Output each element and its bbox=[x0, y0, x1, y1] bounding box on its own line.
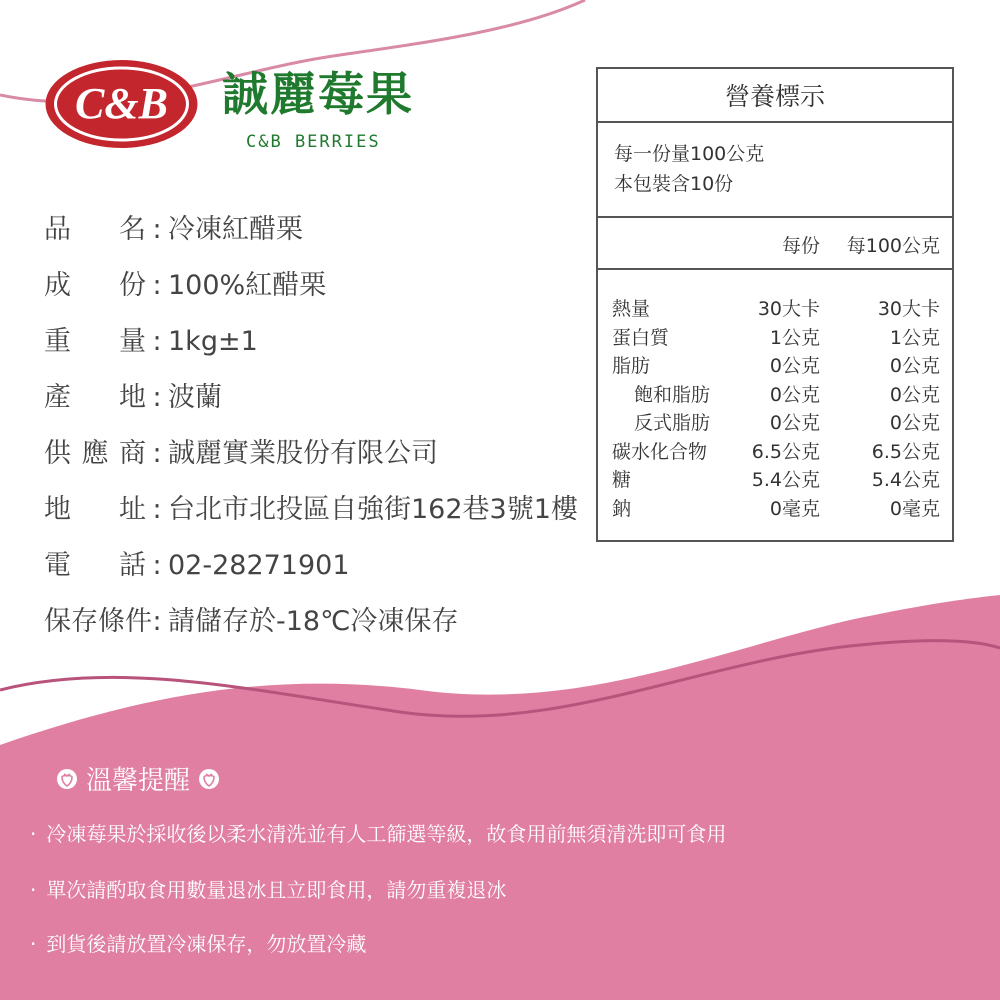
info-separator: : bbox=[152, 326, 162, 357]
nutrient-per-100g: 0公克 bbox=[889, 412, 940, 434]
nutrition-row bbox=[598, 323, 952, 352]
divider bbox=[598, 268, 952, 270]
info-value: 1kg±1 bbox=[168, 326, 258, 357]
nutrient-per-100g: 0公克 bbox=[889, 355, 940, 377]
column-per-100g: 每100公克 bbox=[846, 235, 940, 257]
nutrition-row bbox=[598, 408, 952, 437]
nutrient-per-serving: 30大卡 bbox=[757, 298, 820, 320]
nutrition-table bbox=[596, 67, 954, 542]
info-separator: : bbox=[152, 606, 162, 637]
nutrient-name: 蛋白質 bbox=[612, 326, 670, 349]
info-label-char: 名 bbox=[119, 214, 146, 245]
info-label-char: 份 bbox=[119, 270, 146, 301]
info-label-char: 址 bbox=[119, 494, 146, 525]
tip-text: 到貨後請放置冷凍保存，勿放置冷藏 bbox=[46, 932, 367, 956]
nutrition-row bbox=[598, 294, 952, 323]
nutrient-name: 糖 bbox=[612, 469, 632, 491]
nutrient-name: 熱量 bbox=[612, 298, 651, 320]
nutrition-title: 營養標示 bbox=[598, 69, 952, 123]
nutrition-row bbox=[598, 465, 952, 494]
divider bbox=[598, 216, 952, 218]
nutrient-name: 飽和脂肪 bbox=[634, 383, 711, 406]
nutrition-rows bbox=[598, 294, 952, 522]
strawberry-icon bbox=[198, 768, 220, 790]
nutrient-per-serving: 0公克 bbox=[769, 383, 820, 406]
info-value: 請儲存於-18℃冷凍保存 bbox=[168, 606, 459, 637]
info-label-char: 成 bbox=[44, 270, 71, 301]
info-label bbox=[44, 434, 146, 474]
serving-size: 每一份量100公克 bbox=[614, 143, 765, 165]
info-label bbox=[44, 602, 152, 642]
nutrient-per-100g: 5.4公克 bbox=[871, 469, 940, 491]
tip-item: · 單次請酌取食用數量退冰且立即食用，請勿重複退冰 bbox=[30, 878, 507, 902]
logo-text: C&B bbox=[75, 79, 168, 128]
nutrient-name: 鈉 bbox=[612, 497, 632, 520]
info-separator: : bbox=[152, 382, 162, 413]
info-row bbox=[44, 210, 303, 250]
nutrient-per-serving: 6.5公克 bbox=[751, 440, 820, 463]
brand-name-english: C&B BERRIES bbox=[246, 132, 381, 152]
info-label-char: 電 bbox=[44, 550, 71, 581]
nutrient-per-serving: 5.4公克 bbox=[751, 469, 820, 491]
nutrient-per-100g: 1公克 bbox=[889, 326, 940, 349]
tips-title: 溫馨提醒 bbox=[86, 766, 191, 796]
info-value: 冷凍紅醋栗 bbox=[168, 214, 303, 245]
info-separator: : bbox=[152, 214, 162, 245]
info-value: 100%紅醋栗 bbox=[168, 270, 327, 301]
info-row bbox=[44, 378, 222, 418]
nutrient-per-100g: 0毫克 bbox=[889, 497, 940, 520]
info-row bbox=[44, 602, 458, 642]
nutrient-per-100g: 0公克 bbox=[889, 383, 940, 406]
info-label-char: 品 bbox=[44, 214, 71, 245]
info-value: 波蘭 bbox=[168, 382, 222, 413]
tip-text: 單次請酌取食用數量退冰且立即食用，請勿重複退冰 bbox=[46, 878, 507, 902]
nutrition-row bbox=[598, 437, 952, 466]
servings-per-package: 本包裝含10份 bbox=[614, 173, 734, 195]
info-label bbox=[44, 490, 146, 530]
tip-item: · 到貨後請放置冷凍保存，勿放置冷藏 bbox=[30, 932, 367, 956]
info-row bbox=[44, 546, 350, 586]
brand-name-chinese: 誠麗莓果 bbox=[222, 67, 414, 121]
nutrient-name: 反式脂肪 bbox=[634, 412, 711, 434]
info-separator: : bbox=[152, 438, 162, 469]
info-separator: : bbox=[152, 270, 162, 301]
info-row bbox=[44, 322, 258, 362]
info-separator: : bbox=[152, 494, 162, 525]
info-label bbox=[44, 546, 146, 586]
info-label bbox=[44, 266, 146, 306]
info-label-char: 供 bbox=[44, 438, 71, 469]
tip-item: · 冷凍莓果於採收後以柔水清洗並有人工篩選等級，故食用前無須清洗即可食用 bbox=[30, 822, 727, 846]
nutrient-name: 脂肪 bbox=[612, 355, 651, 377]
tips-heading bbox=[48, 760, 228, 797]
info-label-char: 地 bbox=[44, 494, 71, 525]
column-per-serving: 每份 bbox=[781, 235, 820, 257]
info-label bbox=[44, 378, 146, 418]
nutrient-per-serving: 1公克 bbox=[769, 326, 820, 349]
info-row bbox=[44, 490, 578, 530]
info-label-char: 話 bbox=[119, 550, 146, 581]
info-separator: : bbox=[152, 550, 162, 581]
info-label bbox=[44, 210, 146, 250]
strawberry-icon bbox=[56, 768, 78, 790]
info-label-char: 應 bbox=[81, 438, 109, 469]
nutrient-per-serving: 0公克 bbox=[769, 412, 820, 434]
nutrient-per-100g: 6.5公克 bbox=[871, 440, 940, 463]
info-row bbox=[44, 266, 326, 306]
nutrition-row bbox=[598, 380, 952, 409]
info-label-char: 量 bbox=[119, 326, 146, 357]
nutrient-per-serving: 0公克 bbox=[769, 355, 820, 377]
info-label-char: 商 bbox=[119, 438, 146, 469]
info-label-char: 產 bbox=[44, 382, 71, 413]
info-label-char: 保存條件 bbox=[44, 606, 152, 637]
info-value: 02-28271901 bbox=[168, 550, 350, 581]
info-label-char: 重 bbox=[44, 326, 71, 357]
nutrition-row bbox=[598, 494, 952, 523]
nutrient-name: 碳水化合物 bbox=[612, 440, 708, 463]
tip-text: 冷凍莓果於採收後以柔水清洗並有人工篩選等級，故食用前無須清洗即可食用 bbox=[46, 822, 727, 846]
nutrition-row bbox=[598, 351, 952, 380]
nutrient-per-serving: 0毫克 bbox=[769, 497, 820, 520]
info-value: 台北市北投區自強街162巷3號1樓 bbox=[168, 494, 578, 525]
serving-info bbox=[614, 139, 764, 199]
info-value: 誠麗實業股份有限公司 bbox=[168, 438, 438, 469]
info-label bbox=[44, 322, 146, 362]
info-label-char: 地 bbox=[119, 382, 146, 413]
info-row bbox=[44, 434, 438, 474]
nutrient-per-100g: 30大卡 bbox=[877, 298, 940, 320]
cb-logo bbox=[44, 58, 199, 150]
